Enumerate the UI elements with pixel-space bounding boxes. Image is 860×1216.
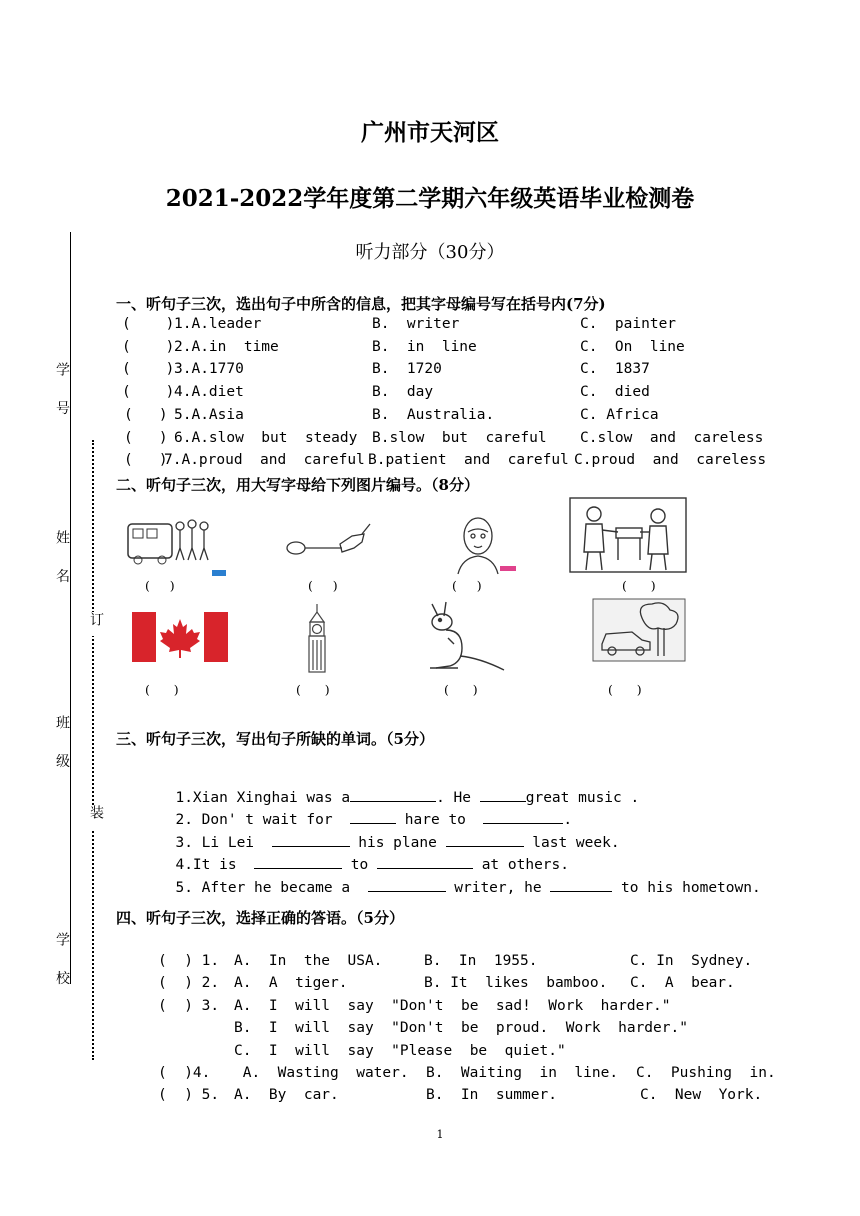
option-c: C. A bear. [630,975,735,991]
option-c: C. In Sydney. [630,953,753,969]
exam-title: 2021-2022学年度第二学期六年级英语毕业检测卷 [165,185,695,212]
hand-pointing-icon [282,514,382,564]
option-c: C. Pushing in. [636,1065,776,1081]
kangaroo-icon [418,600,508,674]
binding-mark-zhuang: 装 [88,805,104,829]
page-number: 1 [436,1128,444,1141]
answer-paren: ( ) [122,361,175,377]
answer-blank[interactable] [550,879,612,892]
option-b: B. It likes bamboo. [424,975,608,991]
class-label: 班 级 [54,715,70,778]
people-helping-icon [566,494,690,576]
line-text: hare to [396,812,484,828]
binding-mark-ding: 订 [88,612,104,636]
picture-item [124,510,234,578]
answer-paren: ( ) [122,339,175,355]
option-c: C. I will say "Please be quiet." [234,1043,566,1059]
section4-heading: 四、听句子三次，选择正确的答语。（5分） [116,909,404,927]
option-b: B. writer [372,316,460,332]
option-a: A. A tiger. [234,975,348,991]
picture-answer-paren: ( ) [145,578,175,593]
option-c: C. died [580,384,650,400]
option-b: B. 1720 [372,361,442,377]
picture-answer-paren: ( ) [296,682,330,697]
picture-answer-paren: ( ) [145,682,179,697]
option-b: B. I will say "Don't be proud. Work harder." [234,1020,688,1036]
option-c: C. On line [580,339,685,355]
picture-item [418,600,508,674]
school-label: 学 校 [54,932,70,995]
bus-queue-icon [124,510,234,578]
line-text: to his hometown. [612,880,761,896]
option-a: 3.A.1770 [174,361,244,377]
binding-dotted-line [92,440,94,1060]
picture-item [132,612,228,662]
option-c: C. New York. [640,1087,763,1103]
option-a: A. By car. [234,1087,339,1103]
picture-answer-paren: ( ) [622,578,656,593]
option-c: C. Africa [580,407,659,423]
line-text: 1.Xian Xinghai was a [175,790,351,806]
canada-flag-icon [132,612,228,662]
line-text: 5. After he became a [175,880,368,896]
answer-paren: ( ) 3. [158,998,220,1014]
part-title: 听力部分（30分） [355,242,505,263]
answer-paren: ( )4. [158,1065,211,1081]
section3-heading: 三、听句子三次，写出句子所缺的单词。（5分） [116,730,434,748]
line-text: 3. Li Lei [175,835,272,851]
answer-paren: ( ) [124,452,168,468]
student-number-label: 学 号 [54,362,70,425]
picture-item [566,494,690,576]
option-b: B.patient and careful [368,452,569,468]
option-b: B. In 1955. [424,953,538,969]
option-b: B. in line [372,339,477,355]
fill-blank-line [158,863,761,896]
option-a: 4.A.diet [174,384,244,400]
answer-paren: ( ) [124,430,168,446]
option-c: C. painter [580,316,677,332]
picture-item [302,604,332,674]
option-c: C.slow and careless [580,430,764,446]
section1-heading: 一、听句子三次，选出句子中所含的信息，把其字母编号写在括号内(7分) [116,295,606,313]
car-tree-icon [592,598,686,662]
picture-item [440,512,520,576]
line-text: . He [436,790,480,806]
picture-answer-paren: ( ) [308,578,338,593]
answer-paren: ( ) 5. [158,1087,220,1103]
option-a: A. Wasting water. [234,1065,409,1081]
picture-item [282,514,382,564]
picture-item [592,598,686,662]
picture-answer-paren: ( ) [444,682,478,697]
option-b: B. Australia. [372,407,495,423]
answer-blank[interactable] [368,879,446,892]
answer-paren: ( ) [124,407,168,423]
line-text: writer, he [445,880,551,896]
line-text: . [563,812,573,828]
option-b: B. day [372,384,434,400]
option-b: B. Waiting in line. [426,1065,619,1081]
margin-line [70,232,71,984]
line-text: 4.It is [175,857,255,873]
option-b: B. In summer. [426,1087,557,1103]
clock-tower-icon [302,604,332,674]
option-a: 6.A.slow but steady [174,430,358,446]
picture-answer-paren: ( ) [452,578,482,593]
line-text: last week. [523,835,620,851]
option-c: C.proud and careless [574,452,767,468]
line-text: 2. Don' t wait for [175,812,351,828]
student-name-label: 姓 名 [54,530,70,593]
option-a: 5.A.Asia [174,407,244,423]
answer-paren: ( ) 1. [158,953,220,969]
man-portrait-icon [440,512,520,576]
line-text: at others. [472,857,569,873]
line-text: great music . [525,790,640,806]
option-c: C. 1837 [580,361,650,377]
option-a: A. I will say "Don't be sad! Work harder." [234,998,671,1014]
option-b: B.slow but careful [372,430,547,446]
answer-paren: ( ) [122,384,175,400]
option-a: 2.A.in time [174,339,279,355]
section2-heading: 二、听句子三次，用大写字母给下列图片编号。（8分） [116,476,479,494]
answer-paren: ( ) [122,316,175,332]
line-text: his plane [349,835,446,851]
page-title: 广州市天河区 [361,119,499,146]
picture-answer-paren: ( ) [608,682,642,697]
line-text: to [342,857,377,873]
option-a: A. In the USA. [234,953,383,969]
option-a: 1.A.leader [174,316,262,332]
answer-paren: ( ) 2. [158,975,220,991]
option-a: 7.A.proud and careful [164,452,365,468]
